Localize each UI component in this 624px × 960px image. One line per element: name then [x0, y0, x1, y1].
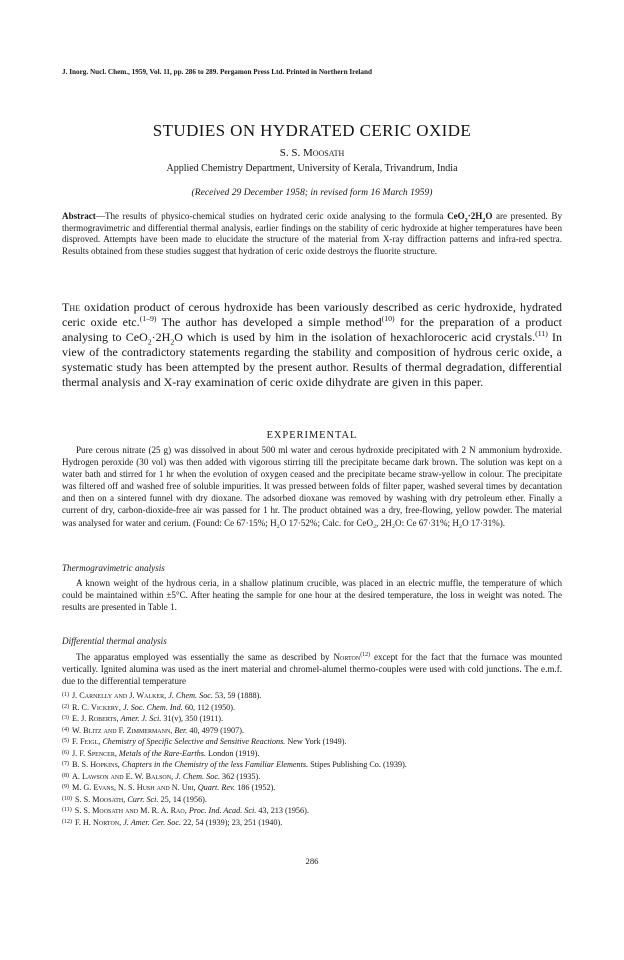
abstract: Abstract—The results of physico-chemical studies on hydrated ceric oxide analysing to the formula $CeO_2\cdot 2H_2O$ are presented. By thermogravimetric and differential thermal analysis, earlier findings on the stability of ceric hydroxide at higher temperatures have been disproved. Attempts have been made to elucidate the structure of the material from X-ray diffraction patterns and infra-red spectra. Results obtained from these studies suggest that hydration of ceric oxide destroys the fluorite structure.	[62, 211, 562, 257]
reference-item: $^{(8)}$ A. Lawson and E. W. Balson, J. Chem. Soc. 362 (1935).	[62, 771, 261, 781]
author-line	[62, 147, 562, 159]
received-dates: (Received 29 December 1958; in revised form 16 March 1959)	[191, 187, 433, 198]
reference-item: $^{(7)}$ B. S. Hopkins, Chapters in the Chemistry of the less Familiar Elements. Stipes Publishing Co. (1939).	[62, 760, 407, 769]
subheading-thermogravimetric: Thermogravimetric analysis	[62, 563, 165, 573]
reference-item: $^{(3)}$ E. J. Roberts, Amer. J. Sci. 31(v), 350 (1911).	[62, 714, 224, 723]
abstract-label: Abstract	[62, 211, 96, 221]
intro-first-word: The	[62, 300, 80, 314]
reference-item: $^{(2)}$ R. C. Vickery, J. Soc. Chem. Ind. 60, 112 (1950).	[62, 702, 236, 712]
cited-author: Norton	[333, 652, 361, 662]
affiliation: Applied Chemistry Department, University of Kerala, Trivandrum, India	[166, 163, 458, 174]
formula: $CeO_2\cdot 2H_2O$	[447, 211, 493, 224]
citation: (10)	[381, 313, 395, 323]
reference-item: $^{(9)}$ M. G. Evans, N. S. Hush and N. Uri, Quart. Rev. 186 (1952).	[62, 783, 276, 792]
differential-thermal-paragraph: The apparatus employed was essentially the same as described by Norton$^{(12)}$ except for the fact that the furnace was mounted vertically. Ignited alumina was used as the inert material and chromel-alumel thermo-couples were used with cold junctions. The e.m.f. due to the differential temperature	[62, 651, 562, 687]
subheading-differential-thermal: Differential thermal analysis	[62, 636, 167, 646]
journal-header: J. Inorg. Nucl. Chem., 1959, Vol. 11, pp. 286 to 289. Pergamon Press Ltd. Printed in Northern Ireland	[62, 68, 373, 76]
reference-item: $^{(4)}$ W. Blitz and F. Zimmermann, Ber. 40, 4979 (1907).	[62, 725, 244, 735]
author-surname: Moosath	[302, 147, 345, 159]
reference-item: $^{(5)}$ F. Feigl, Chemistry of Specific Selective and Sensitive Reactions. New York (1949).	[62, 737, 347, 746]
citation: (1–9)	[139, 313, 157, 323]
reference-item: $^{(1)}$ J. Carnelly and J. Walker, J. Chem. Soc. 53, 59 (1888).	[62, 691, 262, 700]
section-heading-experimental: EXPERIMENTAL	[266, 430, 358, 441]
paper-title: STUDIES ON HYDRATED CERIC OXIDE	[152, 121, 472, 140]
citation: (12)	[360, 651, 371, 658]
page-number: 286	[305, 856, 319, 866]
reference-item: $^{(12)}$ F. H. Norton, J. Amer. Cer. Soc. 22, 54 (1939); 23, 251 (1940).	[62, 817, 283, 827]
introduction-paragraph: The oxidation product of cerous hydroxide has been variously described as ceric hydroxide, hydrated ceric oxide etc.$^{(1-9)}$ The author has developed a simple method$^{(10)}$ for the preparation of a product analysing to $CeO_2\cdot 2H_2O$ which is used by him in the isolation of hexachloroceric acid crystals.$^{(11)}$ In view of the contradictory statements regarding the stability and composition of hydrous ceric oxide, a systematic study has been attempted by the present author. Results of thermal degradation, differential thermal analysis and X-ray examination of ceric oxide dihydrate are given in this paper.	[62, 300, 563, 389]
reference-item: $^{(6)}$ J. F. Spencer, Metals of the Rare-Earths. London (1919).	[62, 748, 260, 758]
reference-item: $^{(11)}$ S. S. Moosath and M. R. A. Rao, Proc. Ind. Acad. Sci. 43, 213 (1956).	[62, 806, 309, 815]
citation: (11)	[535, 328, 548, 338]
author-initials: S. S.	[279, 147, 301, 159]
reference-item: $^{(10)}$ S. S. Moosath, Curr. Sci. 25, 14 (1956).	[62, 794, 207, 804]
experimental-paragraph: Pure cerous nitrate (25 g) was dissolved in about 500 ml water and cerous hydroxide precipitated with 2 N ammonium hydroxide. Hydrogen peroxide (30 vol) was then added with vigorous stirring till the precipitate became dark brown. The solution was kept on a water bath and stirred for 1 hr when the evolution of oxygen ceased and the precipitate became straw-yellow in colour. The precipitate was filtered off and washed free of soluble impurities. It was pressed between folds of filter paper, washed several times by decantation and then on a sintered funnel with dry dioxane. The adsorbed dioxane was removed by washing with dry petroleum ether. Finally a current of dry, carbon-dioxide-free air was passed for 1 hr. The product obtained was a dry, free-flowing, yellow powder. The material was analysed for water and cerium. (Found: Ce 67·15%; H₂O 17·52%; Calc. for CeO₂, 2H₂O: Ce 67·31%; H₂O 17·31%).	[62, 445, 562, 528]
references-list	[62, 690, 562, 828]
thermogravimetric-paragraph: A known weight of the hydrous ceria, in a shallow platinum crucible, was placed in an electric muffle, the temperature of which could be maintained within ±5°C. After heating the sample for one hour at the desired temperature, the loss in weight was noted. The results are presented in Table 1.	[62, 578, 562, 613]
